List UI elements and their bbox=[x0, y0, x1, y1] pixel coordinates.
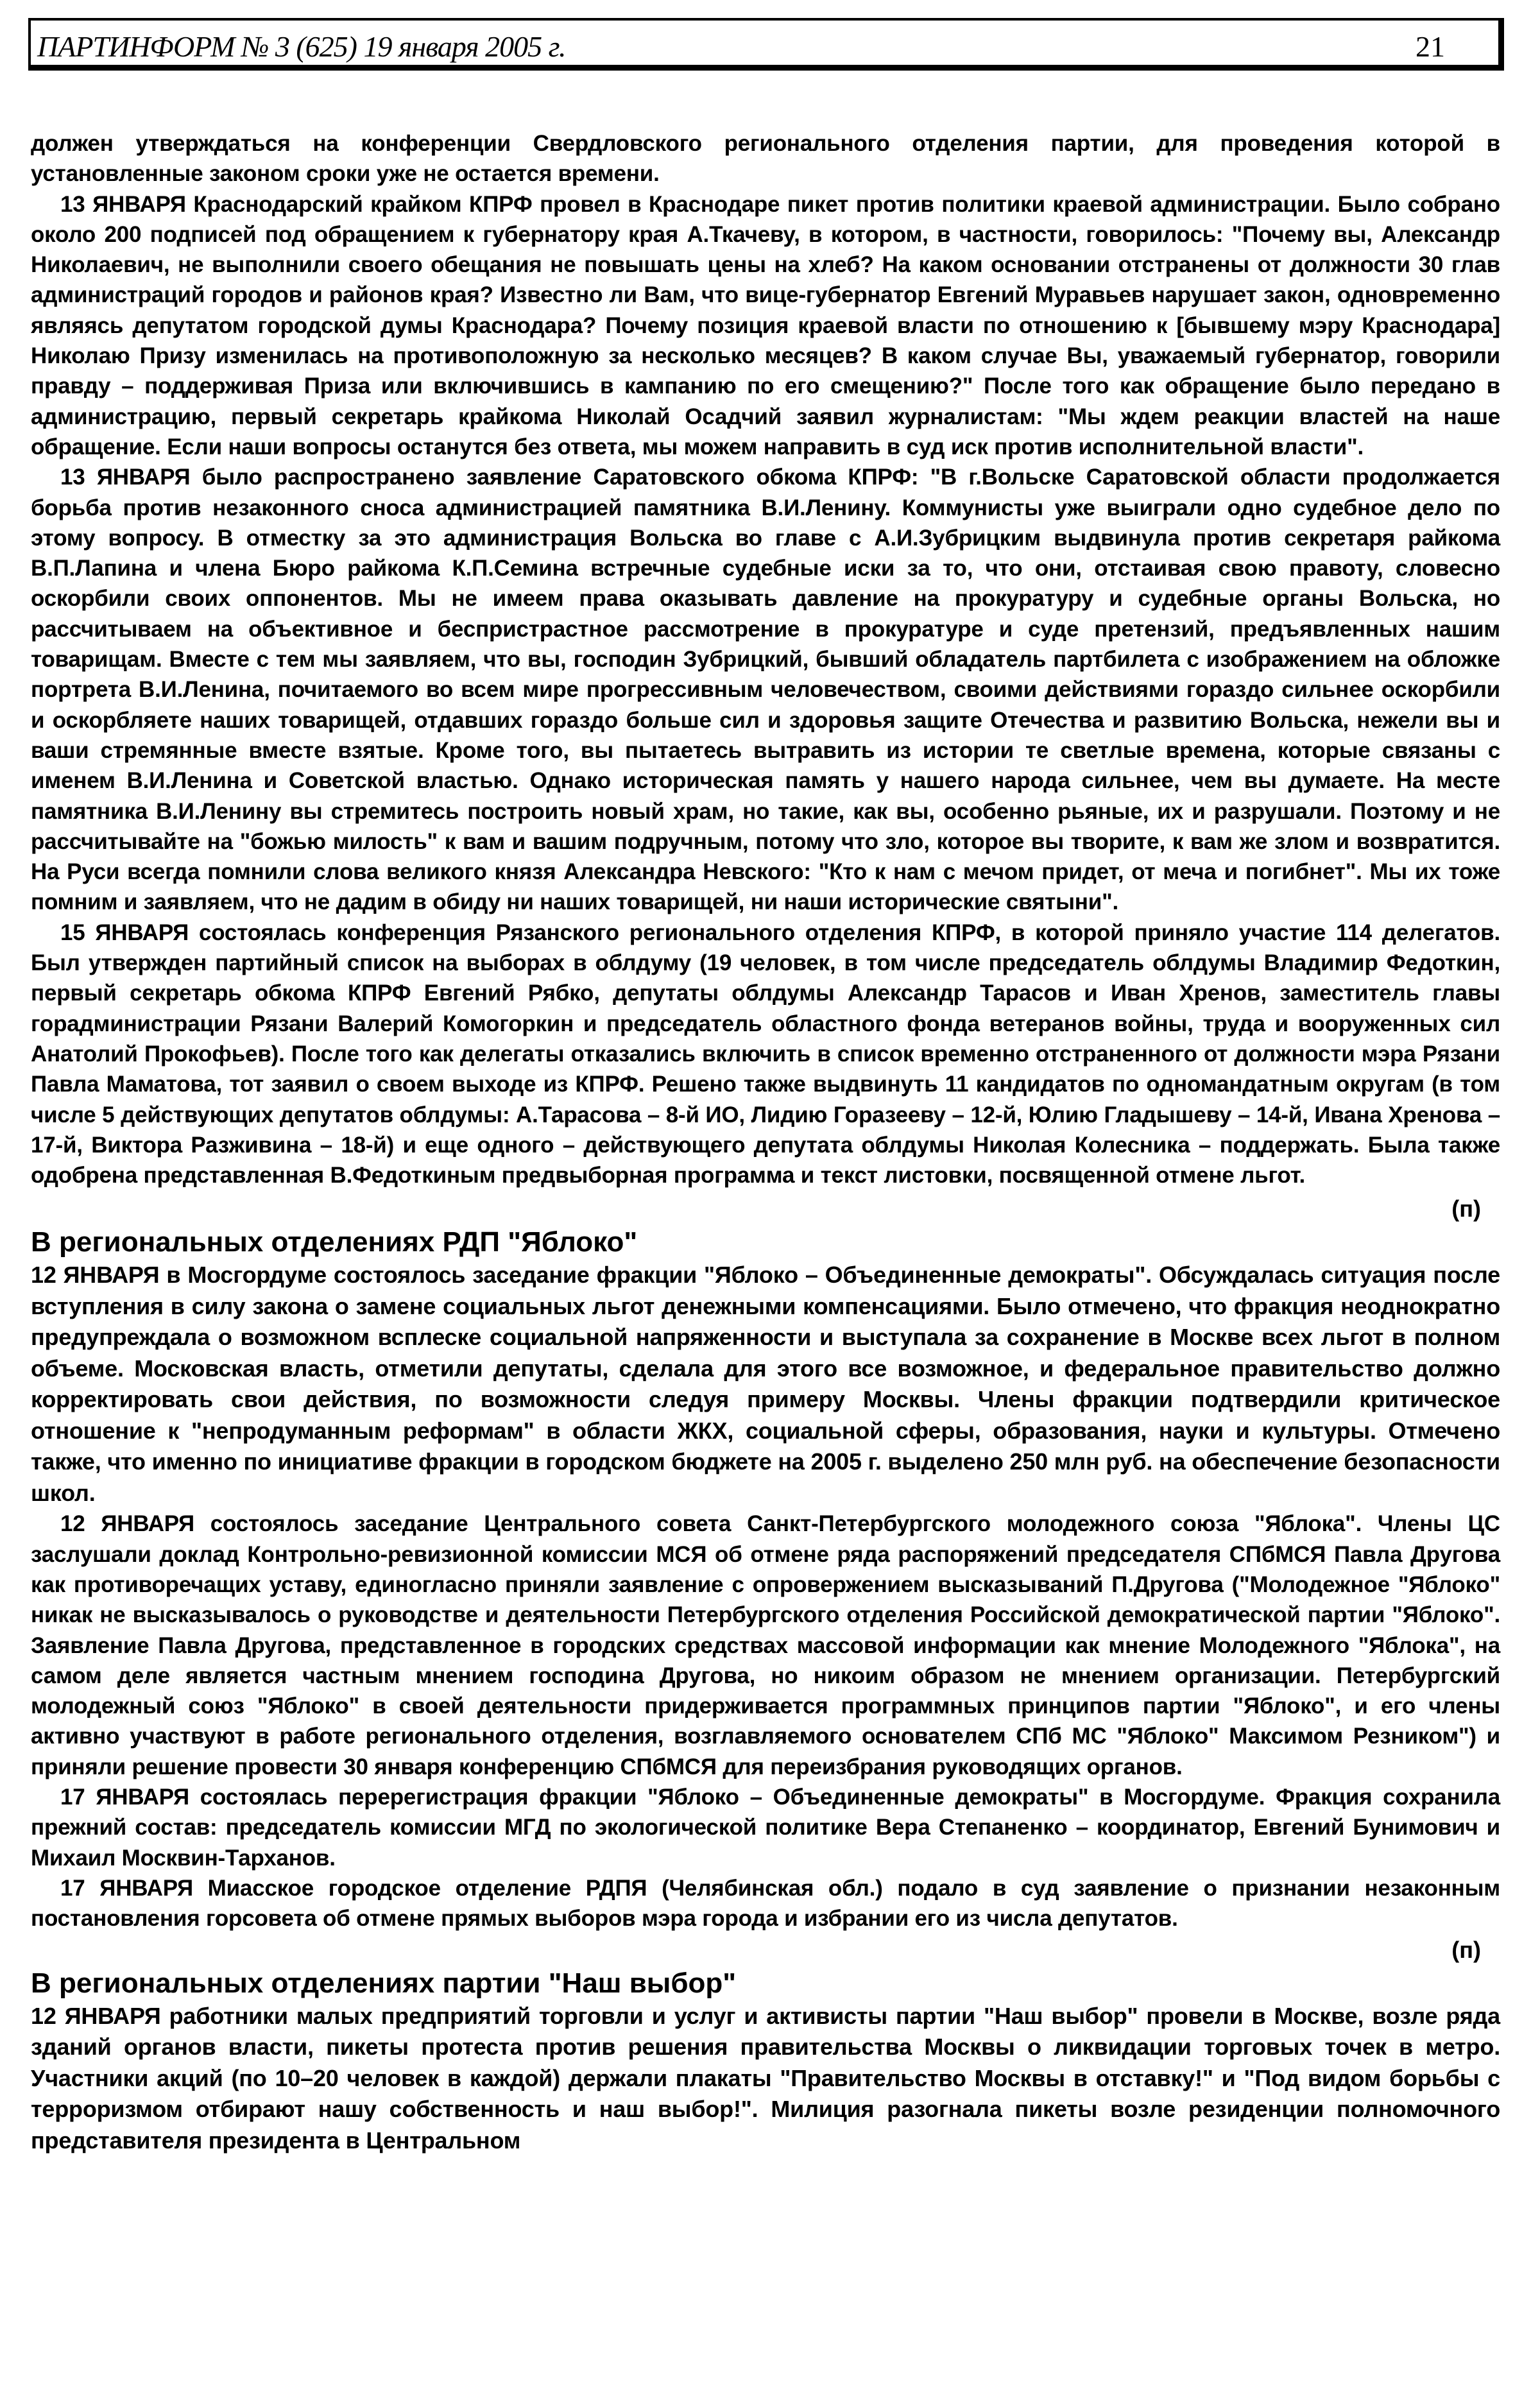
section-heading: В региональных отделениях РДП "Яблоко" bbox=[31, 1226, 638, 1258]
paragraph: 12 ЯНВАРЯ в Мосгордуме состоялось заседание фракции "Яблоко – Объединенные демократы". Обсуждалась ситуация после вступления в силу закона о замене социальных льгот денежными компенсациями. Было отмечено, что фракция неоднократно предупреждала о возможном всплеске социальной напряженности и выступала за сохранение в Москве всех льгот в полном объеме. Московская власть, отметили депутаты, сделала для этого все возможное, и федеральное правительство должно корректировать свои действия, по возможности следуя примеру Москвы. Члены фракции подтвердили критическое отношение к "непродуманным реформам" в области ЖКХ, социальной сферы, образования, науки и культуры. Отмечено также, что именно по инициативе фракции в городском бюджете на 2005 г. выделено 250 млн руб. на обеспечение безопасности школ. bbox=[31, 1262, 1500, 1506]
page-number: 21 bbox=[1416, 30, 1445, 63]
paragraph: 13 ЯНВАРЯ Краснодарский крайком КПРФ провел в Краснодаре пикет против политики краевой администрации. Было собрано около 200 подписей под обращением к губернатору края А.Ткачеву, в котором, в частности, говорилось: "Почему вы, Александр Николаевич, не выполнили своего обещания не повышать цены на хлеб? На каком основании отстранены от должности 30 глав администраций городов и районов края? Известно ли Вам, что вице-губернатор Евгений Муравьев нарушает закон, одновременно являясь депутатом городской думы Краснодара? Почему позиция краевой власти по отношению к [бывшему мэру Краснодара] Николаю Призу изменилась на противоположную за несколько месяцев? В каком случае Вы, уважаемый губернатор, говорили правду – поддерживая Приза или включившись в кампанию по его смещению?" После того как обращение было передано в администрацию, первый секретарь крайкома Николай Осадчий заявил журналистам: "Мы ждем реакции властей на наше обращение. Если наши вопросы останутся без ответа, мы можем направить в суд иск против исполнительной власти". bbox=[31, 191, 1500, 459]
paragraph: 13 ЯНВАРЯ было распространено заявление Саратовского обкома КПРФ: "В г.Вольске Саратовской области продолжается борьба против незаконного сноса администрацией памятника В.И.Ленину. Коммунисты уже выиграли одно судебное дело по этому вопросу. В отместку за это администрация Вольска во главе с А.И.Зубрицким выдвинула против секретаря райкома В.П.Лапина и члена Бюро райкома К.П.Семина встречные судебные иски за то, что они, отстаивая свою правоту, словесно оскорбили своих оппонентов. Мы не имеем права оказывать давление на прокуратуру и судебные органы Вольска, но рассчитываем на объективное и беспристрастное рассмотрение в прокуратуре и суде претензий, предъявленных нашим товарищам. Вместе с тем мы заявляем, что вы, господин Зубрицкий, бывший обладатель партбилета с изображением на обложке портрета В.И.Ленина, почитаемого во всем мире прогрессивным человечеством, своими действиями гораздо сильнее оскорбили и оскорбляете наших товарищей, отдавших гораздо больше сил и здоровья защите Отечества и развитию Вольска, нежели вы и ваши стремянные вместе взятые. Кроме того, вы пытаетесь вытравить из истории те светлые времена, которые связаны с именем В.И.Ленина и Советской властью. Однако историческая память у нашего народа сильнее, чем вы думаете. На месте памятника В.И.Ленину вы стремитесь построить новый храм, но такие, как вы, особенно рьяные, их и разрушали. Поэтому и не рассчитывайте на "божью милость" к вам и вашим подручным, потому что зло, которое вы творите, к вам же злом и возвратится. На Руси всегда помнили слова великого князя Александра Невского: "Кто к нам с мечом придет, от меча и погибнет". Мы их тоже помним и заявляем, что не дадим в обиду ни наших товарищей, ни наши исторические святыни". bbox=[31, 465, 1500, 915]
paragraph: 12 ЯНВАРЯ работники малых предприятий торговли и услуг и активисты партии "Наш выбор" провели в Москве, возле ряда зданий органов власти, пикеты протеста против решения правительства Москвы о ликвидации торговых точек в метро. Участники акций (по 10–20 человек в каждой) держали плакаты "Правительство Москвы в отставку!" и "Под видом борьбы с терроризмом отбирают нашу собственность и наш выбор!". Милиция разогнала пикеты возле резиденции полномочного представителя президента в Центральном bbox=[31, 2002, 1500, 2154]
signature: (п) bbox=[1451, 1936, 1481, 1963]
signature: (п) bbox=[1451, 1195, 1481, 1222]
paragraph: 17 ЯНВАРЯ Миасское городское отделение РДПЯ (Челябинская обл.) подало в суд заявление о признании незаконным постановления горсовета об отмене прямых выборов мэра города и избрании его из числа депутатов. bbox=[31, 1875, 1500, 1932]
section-heading: В региональных отделениях партии "Наш выбор" bbox=[31, 1967, 737, 1999]
paragraph: 12 ЯНВАРЯ состоялось заседание Центрального совета Санкт-Петербургского молодежного союза "Яблока". Члены ЦС заслушали доклад Контрольно-ревизионной комиссии МСЯ об отмене ряда распоряжений председателя СПбМСЯ Павла Другова как противоречащих уставу, единогласно приняли заявление с опровержением высказываний П.Другова ("Молодежное "Яблоко" никак не высказывалось о руководстве и деятельности Петербургского отделения Российской демократической партии "Яблоко". Заявление Павла Другова, представленное в городских средствах массовой информации как мнение Молодежного "Яблока", на самом деле является частным мнением господина Другова, но никоим образом не мнением организации. Петербургский молодежный союз "Яблоко" в своей деятельности придерживается программных принципов партии "Яблоко", и его члены активно участвуют в работе регионального отделения, возглавляемого основателем СПб МС "Яблоко" Максимом Резником") и приняли решение провести 30 января конференцию СПбМСЯ для переизбрания руководящих органов. bbox=[31, 1511, 1500, 1779]
page-header bbox=[28, 18, 1504, 71]
paragraph: 17 ЯНВАРЯ состоялась перерегистрация фракции "Яблоко – Объединенные демократы" в Мосгордуме. Фракция сохранила прежний состав: председатель комиссии МГД по экологической политике Вера Степаненко – координатор, Евгений Бунимович и Михаил Москвин-Тарханов. bbox=[31, 1785, 1500, 1871]
paragraph: 15 ЯНВАРЯ состоялась конференция Рязанского регионального отделения КПРФ, в которой приняло участие 114 делегатов. Был утвержден партийный список на выборах в облдуму (19 человек, в том числе председатель облдумы Владимир Федоткин, первый секретарь обкома КПРФ Евгений Рябко, депутаты облдумы Александр Тарасов и Иван Хренов, заместитель главы горадминистрации Рязани Валерий Комогоркин и председатель областного фонда ветеранов войны, труда и вооруженных сил Анатолий Прокофьев). После того как делегаты отказались включить в список временно отстраненного от должности мэра Рязани Павла Маматова, тот заявил о своем выходе из КПРФ. Решено также выдвинуть 11 кандидатов по одномандатным округам (в том числе 5 действующих депутатов облдумы: А.Тарасова – 8-й ИО, Лидию Горазееву – 12-й, Юлию Гладышеву – 14-й, Ивана Хренова – 17-й, Виктора Разживина – 18-й) и еще одного – действующего депутата облдумы Николая Колесника – поддержать. Была также одобрена представленная В.Федоткиным предвыборная программа и текст листовки, посвященной отмене льгот. bbox=[31, 920, 1500, 1188]
section-kprf bbox=[31, 128, 1500, 2156]
publication-title: ПАРТИНФОРМ № 3 (625) 19 января 2005 г. bbox=[37, 30, 566, 63]
paragraph: должен утверждаться на конференции Свердловского регионального отделения партии, для проведения которой в установленные законом сроки уже не остается времени. bbox=[31, 131, 1500, 187]
